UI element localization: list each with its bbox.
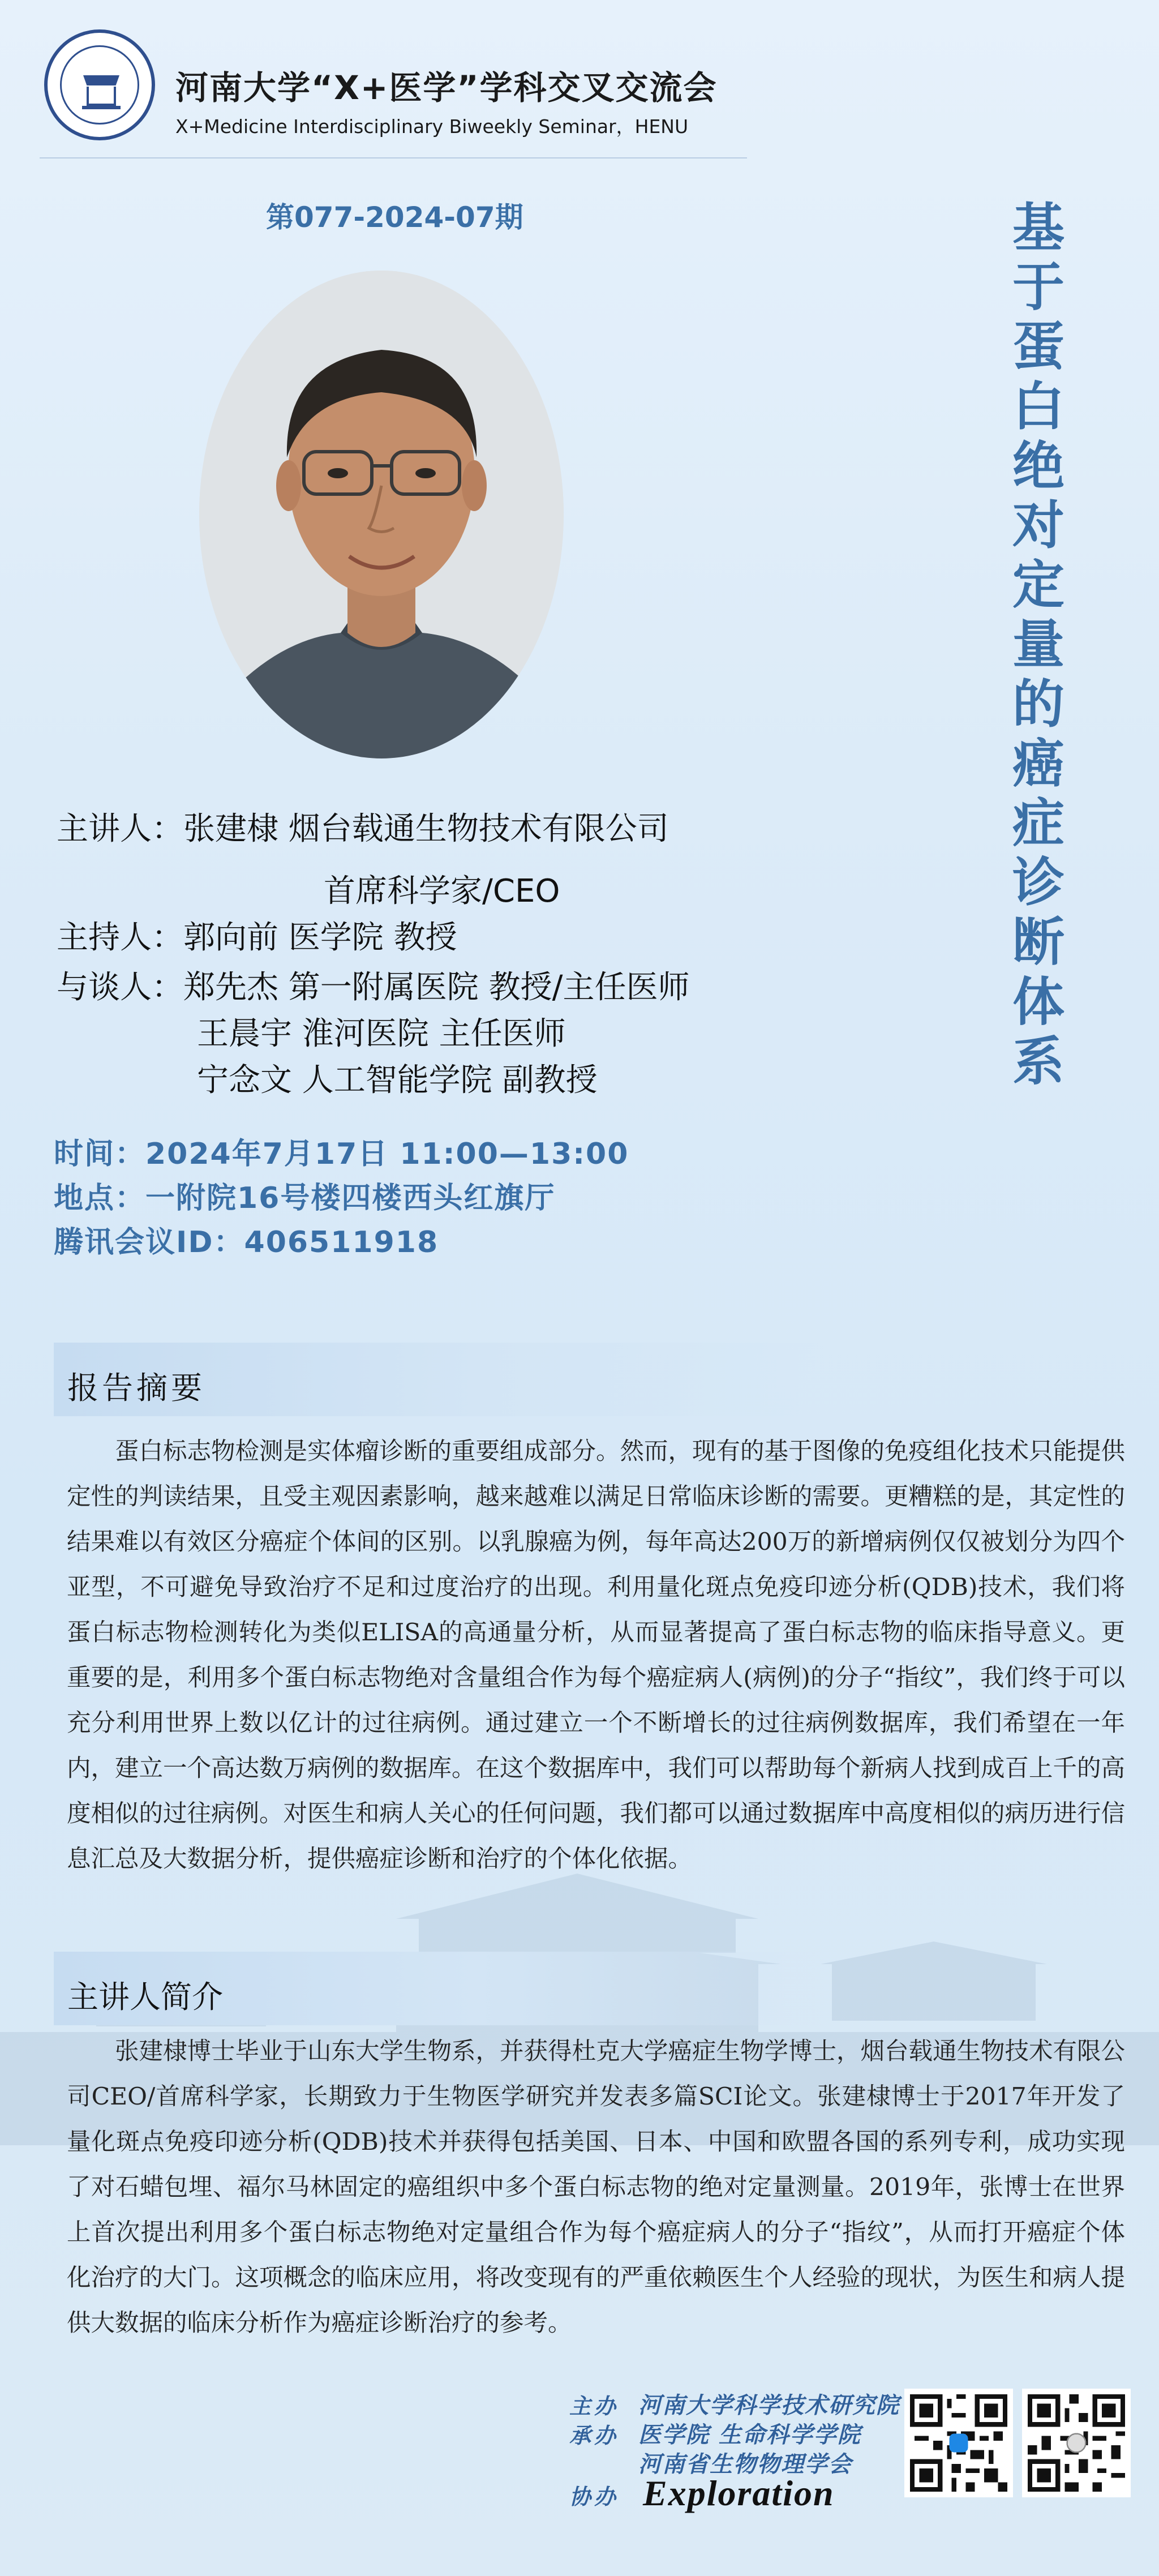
meeting-id: 腾讯会议ID：406511918 (54, 1225, 439, 1259)
talk-title-vertical (1002, 198, 1075, 1091)
qr-code-icon (904, 2389, 1013, 2497)
abstract-heading: 报告摘要 (67, 1370, 206, 1406)
title-char: 定 (1012, 555, 1064, 616)
title-char: 蛋 (1012, 316, 1064, 378)
title-char: 的 (1012, 674, 1064, 735)
issue-number: 第077-2024-07期 (266, 201, 523, 234)
speaker-photo (199, 271, 564, 758)
logo-ring (60, 45, 139, 125)
title-char: 诊 (1012, 852, 1064, 914)
cosponsor-label: 协办 (569, 2484, 620, 2509)
host-label: 主办 (569, 2394, 620, 2419)
bio-heading: 主讲人简介 (67, 1979, 224, 2015)
title-char: 系 (1012, 1031, 1064, 1092)
logo-gate (87, 87, 116, 106)
henu-logo (44, 29, 155, 140)
title-char: 症 (1012, 793, 1064, 854)
logo-gate-roof (83, 75, 119, 85)
title-char: 白 (1012, 376, 1064, 437)
bio-text: 张建棣博士毕业于山东大学生物系，并获得杜克大学癌症生物学博士，烟台载通生物技术有限公司CEO/首席科学家，长期致力于生物医学研究并发表多篇SCI论文。张建棣博士于2017年开发了量化斑点免疫印迹分析(QDB)技术并获得包括美国、日本、中国和欧盟各国的系列专利，成功实现了对石蜡包埋、福尔马林固定的癌组织中多个蛋白标志物的绝对定量测量。2019年，张博士在世界上首次提出利用多个蛋白标志物绝对定量组合作为每个癌症病人的分子“指纹”，从而打开癌症个体化治疗的大门。这项概念的临床应用，将改变现有的严重依赖医生个人经验的现状，为医生和病人提供大数据的临床分析作为癌症诊断治疗的参考。 (67, 2038, 1126, 2337)
org-medical-life-science: 医学院 生命科学学院 (638, 2422, 861, 2448)
title-char: 基 (1012, 198, 1064, 258)
logo-gate-base (82, 106, 121, 109)
panelist-line: 宁念文 人工智能学院 副教授 (197, 1062, 598, 1099)
event-time: 时间：2024年7月17日 11:00—13:00 (54, 1137, 629, 1171)
seminar-title-en: X+Medicine Interdisciplinary Biweekly Seminar，HENU (175, 115, 689, 138)
host-line: 主持人：郭向前 医学院 教授 (57, 919, 457, 956)
panelist-line: 与谈人：郑先杰 第一附属医院 教授/主任医师 (57, 969, 690, 1006)
panelist-line: 王晨宇 淮河医院 主任医师 (197, 1015, 566, 1052)
title-char: 于 (1012, 257, 1064, 318)
speaker-title: 首席科学家/CEO (324, 873, 560, 910)
seminar-title-cn: 河南大学“X+医学”学科交叉交流会 (175, 68, 718, 107)
qr-code-icon (1022, 2389, 1131, 2497)
abstract-text: 蛋白标志物检测是实体瘤诊断的重要组成部分。然而，现有的基于图像的免疫组化技术只能提供定性的判读结果，且受主观因素影响，越来越难以满足日常临床诊断的需要。更糟糕的是，其定性的结果难以有效区分癌症个体间的区别。以乳腺癌为例，每年高达200万的新增病例仅仅被划分为四个亚型，不可避免导致治疗不足和过度治疗的出现。利用量化斑点免疫印迹分析(QDB)技术，我们将蛋白标志物检测转化为类似ELISA的高通量分析，从而显著提高了蛋白标志物的临床指导意义。更重要的是，利用多个蛋白标志物绝对含量组合作为每个癌症病人(病例)的分子“指纹”，我们终于可以充分利用世界上数以亿计的过往病例。通过建立一个不断增长的过往病例数据库，我们希望在一年内，建立一个高达数万病例的数据库。在这个数据库中，我们可以帮助每个新病人找到成百上千的高度相似的过往病例。对医生和病人关心的任何问题，我们都可以通过数据库中高度相似的病历进行信息汇总及大数据分析，提供癌症诊断和治疗的个体化依据。 (67, 1438, 1126, 1873)
title-char: 断 (1012, 912, 1064, 973)
org-biophysics-society: 河南省生物物理学会 (638, 2451, 852, 2478)
org-science-institute: 河南大学科学技术研究院 (638, 2393, 900, 2419)
title-char: 绝 (1012, 435, 1064, 496)
bio-heading-bar (54, 1952, 823, 2025)
header-divider (40, 157, 747, 158)
event-place: 地点：一附院16号楼四楼西头红旗厅 (54, 1181, 556, 1215)
title-char: 癌 (1012, 733, 1064, 794)
speaker-line: 主讲人：张建棣 烟台载通生物技术有限公司 (57, 811, 669, 847)
title-char: 体 (1012, 971, 1064, 1032)
title-char: 对 (1012, 495, 1064, 556)
exploration-logo: Exploration (643, 2473, 835, 2513)
title-char: 量 (1012, 614, 1064, 675)
organizer-label: 承办 (569, 2423, 620, 2448)
abstract-heading-bar (54, 1343, 823, 1416)
